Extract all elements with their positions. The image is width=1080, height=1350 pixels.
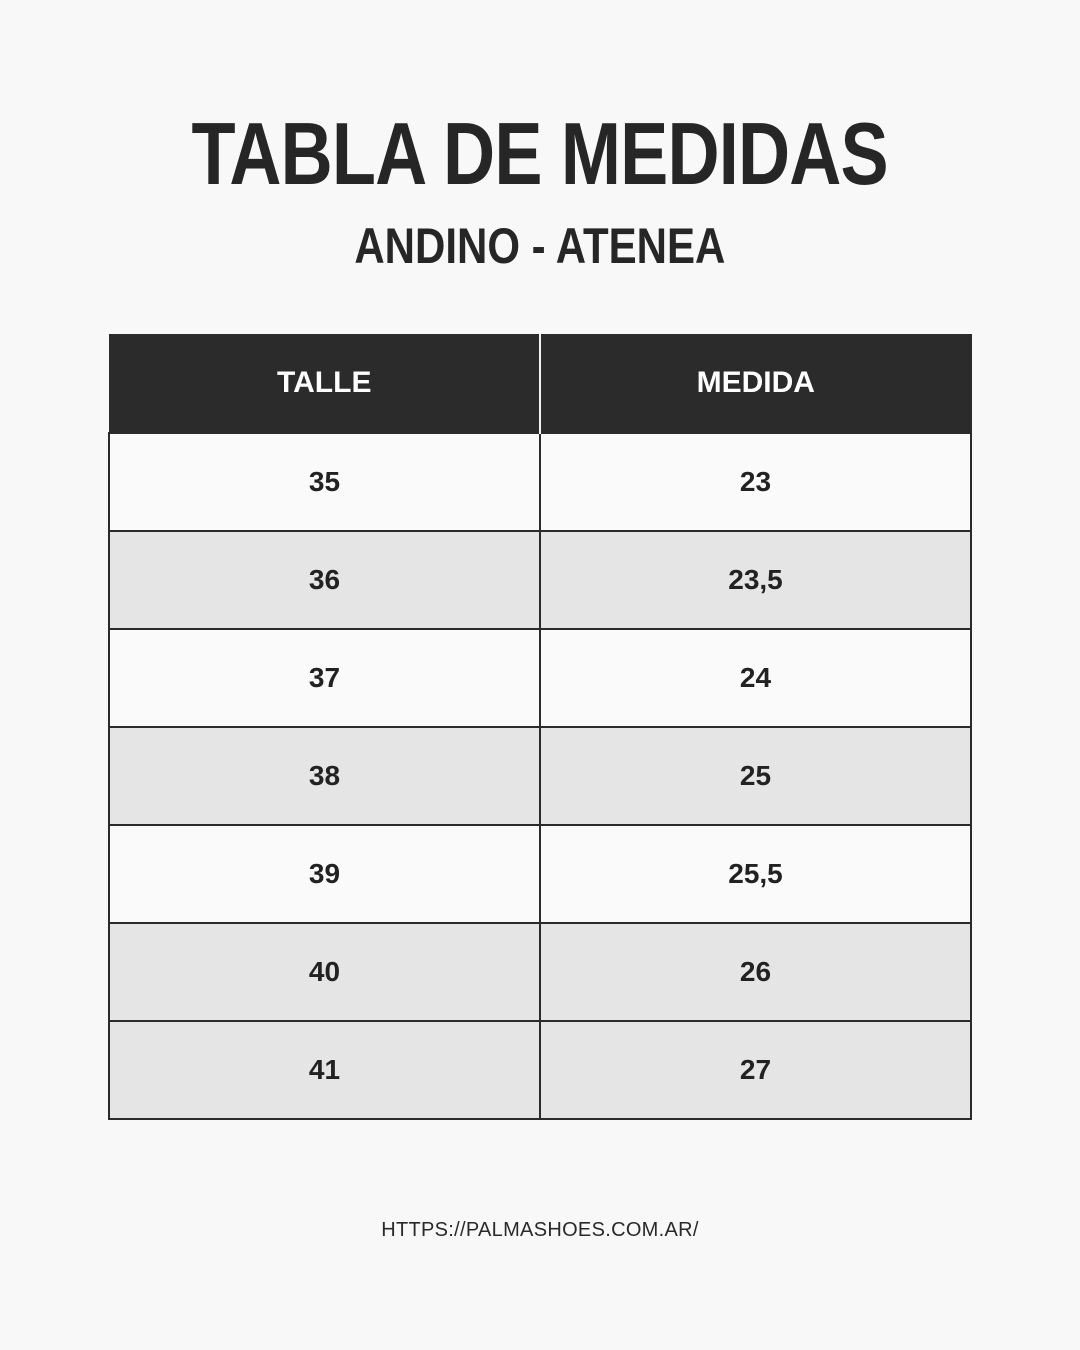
table-row bbox=[109, 727, 971, 825]
column-header-medida: MEDIDA bbox=[540, 334, 971, 433]
table-row bbox=[109, 1021, 971, 1119]
talle-cell: 35 bbox=[109, 433, 540, 531]
table-row bbox=[109, 825, 971, 923]
talle-cell: 40 bbox=[109, 923, 540, 1021]
medida-cell: 25,5 bbox=[540, 825, 971, 923]
column-header-talle: TALLE bbox=[109, 334, 540, 433]
table-header-row bbox=[109, 334, 971, 433]
table-row bbox=[109, 629, 971, 727]
talle-cell: 37 bbox=[109, 629, 540, 727]
medida-cell: 23 bbox=[540, 433, 971, 531]
medida-cell: 24 bbox=[540, 629, 971, 727]
table-row bbox=[109, 531, 971, 629]
medida-cell: 23,5 bbox=[540, 531, 971, 629]
medida-cell: 27 bbox=[540, 1021, 971, 1119]
talle-cell: 38 bbox=[109, 727, 540, 825]
size-table bbox=[108, 334, 972, 1120]
talle-cell: 39 bbox=[109, 825, 540, 923]
medida-cell: 25 bbox=[540, 727, 971, 825]
page-title: TABLA DE MEDIDAS bbox=[191, 104, 889, 203]
table-row bbox=[109, 433, 971, 531]
talle-cell: 36 bbox=[109, 531, 540, 629]
website-url[interactable]: HTTPS://PALMASHOES.COM.AR/ bbox=[381, 1219, 699, 1241]
table-row bbox=[109, 923, 971, 1021]
page-subtitle: ANDINO - ATENEA bbox=[354, 218, 726, 274]
talle-cell: 41 bbox=[109, 1021, 540, 1119]
medida-cell: 26 bbox=[540, 923, 971, 1021]
